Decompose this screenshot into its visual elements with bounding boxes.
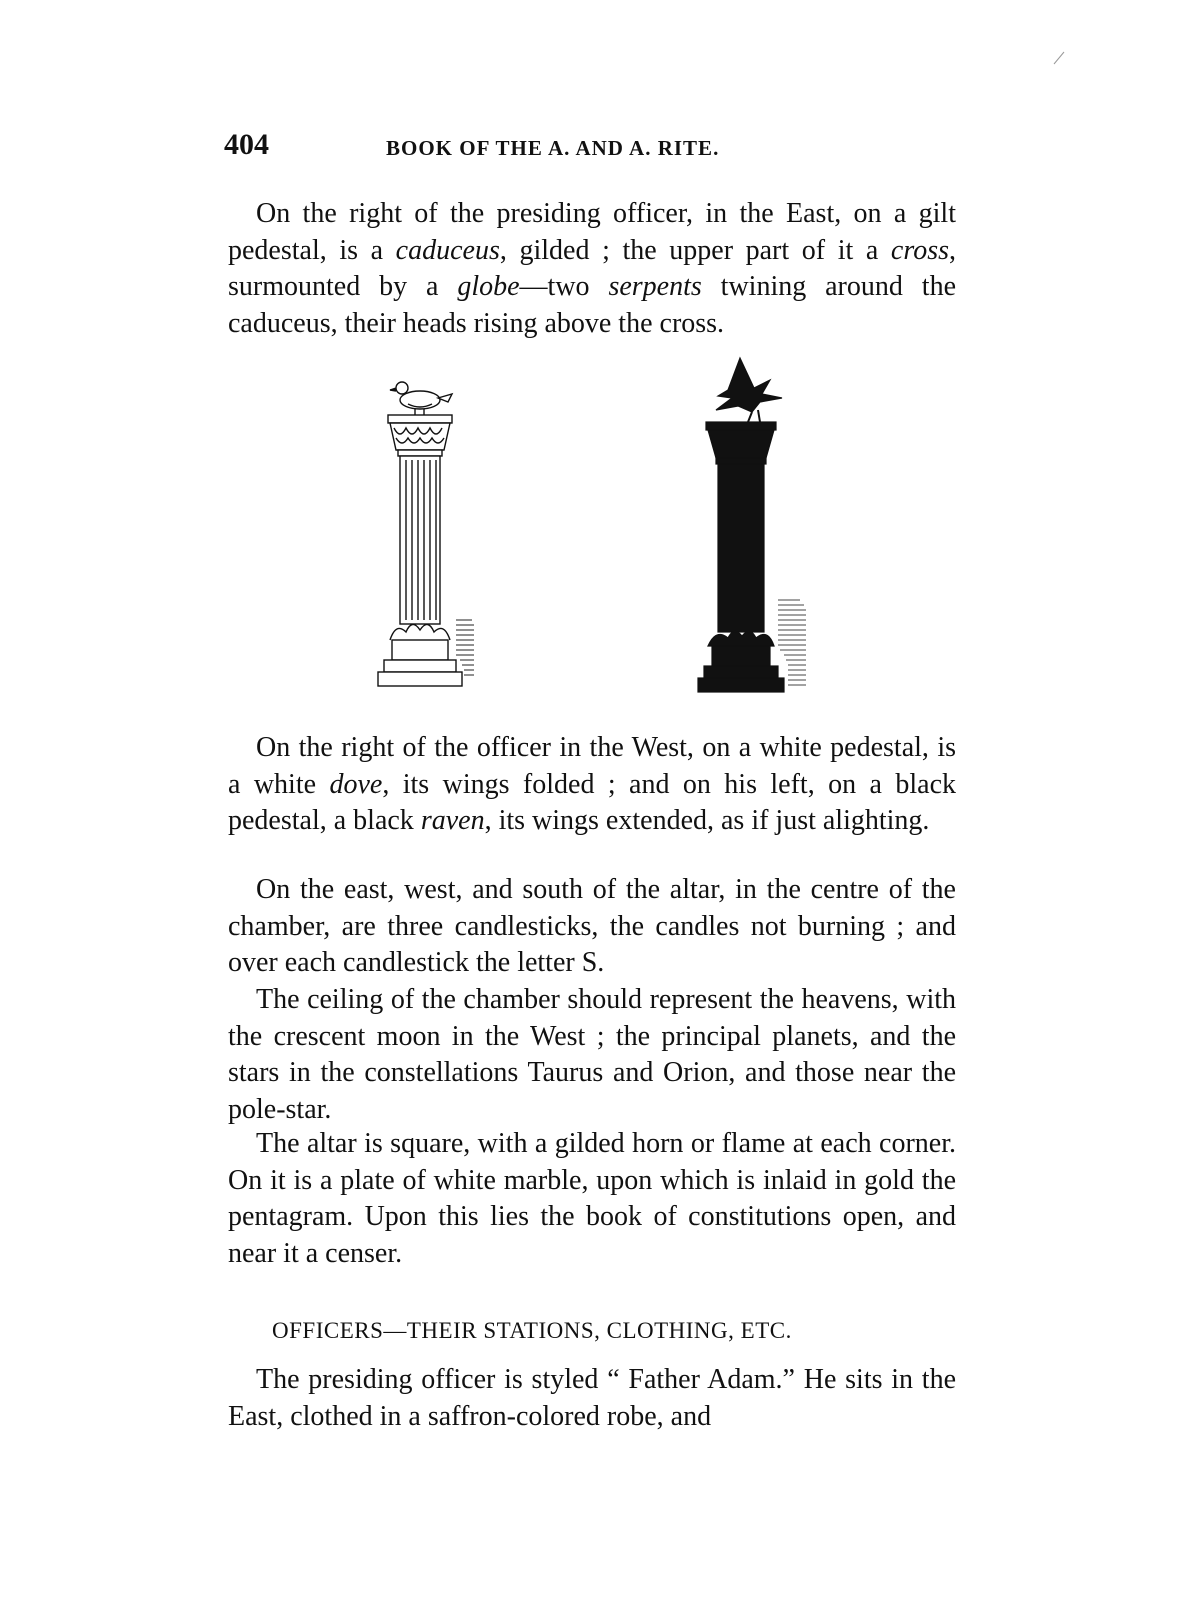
italic-term: caduceus (395, 234, 500, 266)
paragraph-text: On the right of the presiding officer, in the East, on a gilt pedestal, is a (228, 198, 956, 266)
page-number: 404 (224, 128, 269, 161)
paragraph-text: twining around the caduceus, their heads rising above the cross. (228, 271, 956, 339)
paragraph-text: , surmounted by a (228, 234, 956, 302)
page-header (224, 128, 964, 168)
dove-icon (390, 382, 452, 415)
black-pedestal-figure (698, 358, 806, 692)
italic-term: cross (890, 234, 949, 266)
paragraph-altar (228, 1126, 956, 1272)
italic-term: globe (457, 271, 520, 302)
paragraph-text: The ceiling of the chamber should represent the heavens, with the crescent moon in the West ; the principal planets, and the stars in the constellations Taurus and Orion, and those near the pole-star. (228, 984, 956, 1125)
paragraph-presiding-officer (228, 1362, 956, 1435)
raven-icon (716, 358, 782, 422)
paragraph-text: , its wings extended, as if just alighting. (484, 805, 930, 836)
paragraph-text: On the east, west, and south of the altar, in the centre of the chamber, are three candlesticks, the candles not burning ; and over each candlestick the letter S. (228, 874, 956, 978)
section-heading: OFFICERS—THEIR STATIONS, CLOTHING, ETC. (272, 1318, 792, 1343)
paragraph-caduceus (228, 196, 956, 342)
paragraph-dove-raven (228, 730, 956, 840)
paragraph-ceiling (228, 982, 956, 1128)
paragraph-candlesticks (228, 872, 956, 982)
pedestals-illustration (360, 350, 820, 710)
white-pedestal-figure (378, 382, 474, 686)
paragraph-text: The presiding officer is styled “ Father Adam.” He sits in the East, clothed in a saffron-colored robe, and (228, 1364, 956, 1432)
scan-speck (1050, 48, 1070, 68)
italic-term: raven (420, 805, 485, 836)
paragraph-text: , its wings folded ; and on his left, on a black pedestal, a black (228, 768, 957, 836)
paragraph-text: , gilded ; the upper part of it a (499, 234, 891, 266)
paragraph-text: On the right of the officer in the West, on a white pedestal, is a white (228, 732, 956, 800)
italic-term: dove (329, 768, 383, 800)
paragraph-text: —two (519, 271, 609, 302)
paragraph-text: The altar is square, with a gilded horn or flame at each corner. On it is a plate of white marble, upon which is inlaid in gold the pentagram. Upon this lies the book of constitutions open, and near it a censer. (228, 1128, 956, 1269)
running-head: BOOK OF THE A. AND A. RITE. (386, 136, 720, 160)
italic-term: serpents (608, 271, 702, 302)
